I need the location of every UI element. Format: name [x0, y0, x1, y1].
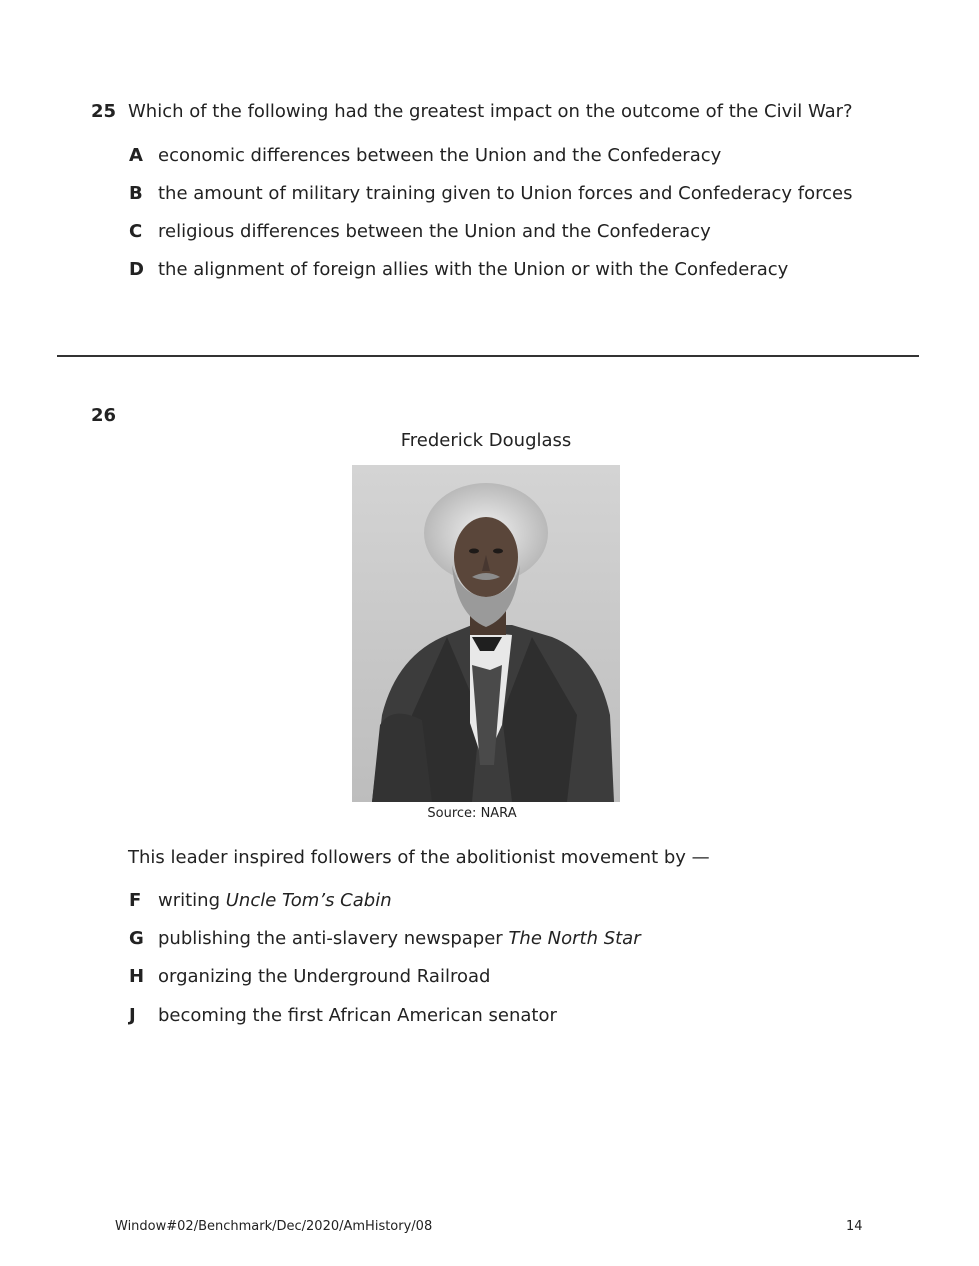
- choice-text: the amount of military training given to Union forces and Confederacy forces: [158, 183, 853, 204]
- choice-letter: H: [129, 966, 145, 987]
- choice-text: publishing the anti-slavery newspaper: [158, 928, 509, 949]
- answer-choice-j[interactable]: [129, 1005, 557, 1026]
- answer-choice-a[interactable]: [129, 145, 721, 166]
- choice-letter: J: [129, 1005, 136, 1026]
- choice-text: religious differences between the Union and the Confederacy: [158, 221, 711, 242]
- newspaper-title: The North Star: [508, 928, 641, 949]
- question-26-stem: This leader inspired followers of the abolitionist movement by —: [128, 847, 710, 868]
- book-title: Uncle Tom’s Cabin: [225, 890, 392, 911]
- answer-choice-d[interactable]: [129, 259, 788, 280]
- choice-letter: B: [129, 183, 143, 204]
- choice-letter: A: [129, 145, 143, 166]
- choice-letter: F: [129, 890, 142, 911]
- question-25-number: 25: [91, 101, 117, 122]
- answer-choice-h[interactable]: [129, 966, 490, 987]
- choice-text: becoming the first African American senator: [158, 1005, 557, 1026]
- choice-text: the alignment of foreign allies with the Union or with the Confederacy: [158, 259, 789, 280]
- portrait-illustration: [352, 465, 620, 802]
- question-divider: [57, 355, 919, 357]
- choice-letter: D: [129, 259, 144, 280]
- question-25-stem: Which of the following had the greatest impact on the outcome of the Civil War?: [128, 101, 853, 122]
- answer-choice-b[interactable]: [129, 183, 852, 204]
- choice-letter: G: [129, 928, 144, 949]
- image-title: Frederick Douglass: [400, 430, 572, 451]
- answer-choice-c[interactable]: [129, 221, 711, 242]
- answer-choice-f[interactable]: [129, 890, 392, 911]
- answer-choice-g[interactable]: [129, 928, 641, 949]
- image-source-caption: Source: NARA: [427, 806, 517, 821]
- choice-text: writing: [158, 890, 226, 911]
- choice-text: economic differences between the Union and the Confederacy: [158, 145, 722, 166]
- frederick-douglass-portrait: [352, 465, 620, 802]
- choice-text: organizing the Underground Railroad: [158, 966, 491, 987]
- choice-letter: C: [129, 221, 143, 242]
- question-26-number: 26: [91, 405, 117, 426]
- footer-document-id: Window#02/Benchmark/Dec/2020/AmHistory/08: [115, 1219, 433, 1234]
- footer-page-number: 14: [846, 1219, 863, 1234]
